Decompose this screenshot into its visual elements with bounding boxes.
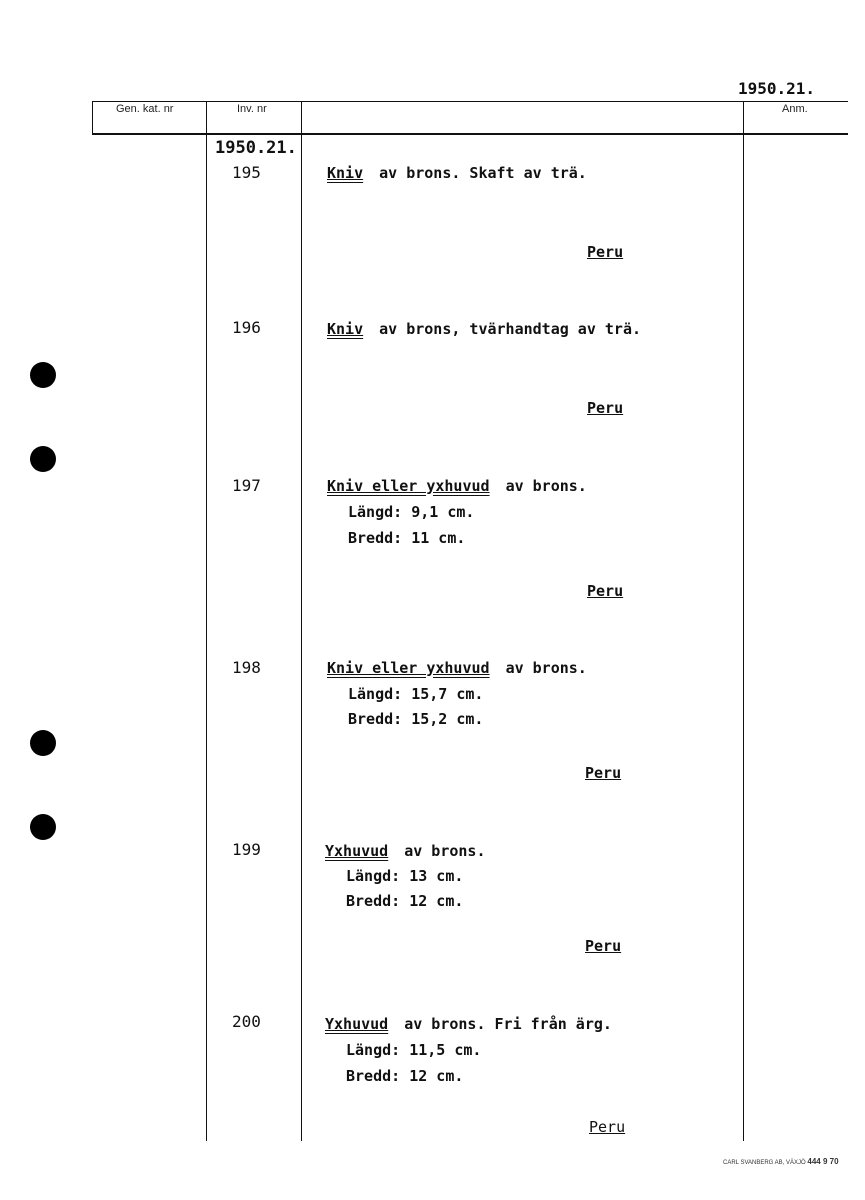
origin-label: Peru bbox=[585, 937, 622, 955]
column-header-anm: Anm. bbox=[782, 103, 808, 115]
object-name: Yxhuvud bbox=[325, 1015, 389, 1033]
entry-heading bbox=[327, 477, 587, 495]
printer-imprint bbox=[723, 1157, 839, 1166]
column-divider-2 bbox=[301, 101, 302, 1141]
origin-label: Peru bbox=[587, 243, 624, 261]
measurement-length: Längd: 9,1 cm. bbox=[348, 503, 475, 521]
object-description: av brons. bbox=[505, 659, 587, 677]
left-border bbox=[92, 101, 93, 134]
origin-label: Peru bbox=[587, 582, 624, 600]
entry-heading bbox=[327, 320, 641, 338]
column-header-inv-nr: Inv. nr bbox=[237, 103, 267, 115]
entry-heading bbox=[327, 659, 587, 677]
object-description: av brons. bbox=[404, 842, 486, 860]
column-header-gen-kat-nr: Gen. kat. nr bbox=[116, 103, 174, 115]
object-name: Kniv bbox=[327, 164, 364, 182]
inv-number: 195 bbox=[232, 163, 261, 182]
inv-number: 200 bbox=[232, 1012, 261, 1031]
punch-hole-3 bbox=[30, 730, 56, 756]
punch-hole-2 bbox=[30, 446, 56, 472]
measurement-width: Bredd: 15,2 cm. bbox=[348, 710, 484, 728]
object-description: av brons. Skaft av trä. bbox=[379, 164, 587, 182]
printer-name: CARL SVANBERG AB, VÄXJÖ bbox=[723, 1160, 806, 1166]
measurement-width: Bredd: 12 cm. bbox=[346, 892, 464, 910]
form-code: 444 9 70 bbox=[807, 1157, 839, 1166]
inv-number: 199 bbox=[232, 840, 261, 859]
measurement-length: Längd: 11,5 cm. bbox=[346, 1041, 482, 1059]
measurement-width: Bredd: 12 cm. bbox=[346, 1067, 464, 1085]
entry-heading bbox=[325, 1015, 612, 1033]
punch-hole-4 bbox=[30, 814, 56, 840]
measurement-length: Längd: 15,7 cm. bbox=[348, 685, 484, 703]
origin-label: Peru bbox=[585, 764, 622, 782]
section-number: 1950.21. bbox=[215, 138, 297, 158]
object-description: av brons. Fri från ärg. bbox=[404, 1015, 612, 1033]
origin-label: Peru bbox=[589, 1118, 626, 1136]
column-divider-3 bbox=[743, 101, 744, 1141]
inv-number: 197 bbox=[232, 476, 261, 495]
measurement-length: Längd: 13 cm. bbox=[346, 867, 464, 885]
object-description: av brons, tvärhandtag av trä. bbox=[379, 320, 642, 338]
object-description: av brons. bbox=[505, 477, 587, 495]
entry-heading bbox=[327, 164, 587, 182]
origin-label: Peru bbox=[587, 399, 624, 417]
inv-number: 198 bbox=[232, 658, 261, 677]
entry-heading bbox=[325, 842, 486, 860]
inv-number: 196 bbox=[232, 318, 261, 337]
object-name: Kniv bbox=[327, 320, 364, 338]
punch-hole-1 bbox=[30, 362, 56, 388]
column-divider-1 bbox=[206, 101, 207, 1141]
catalog-number: 1950.21. bbox=[738, 79, 816, 98]
object-name: Kniv eller yxhuvud bbox=[327, 477, 490, 495]
object-name: Kniv eller yxhuvud bbox=[327, 659, 490, 677]
object-name: Yxhuvud bbox=[325, 842, 389, 860]
measurement-width: Bredd: 11 cm. bbox=[348, 529, 466, 547]
